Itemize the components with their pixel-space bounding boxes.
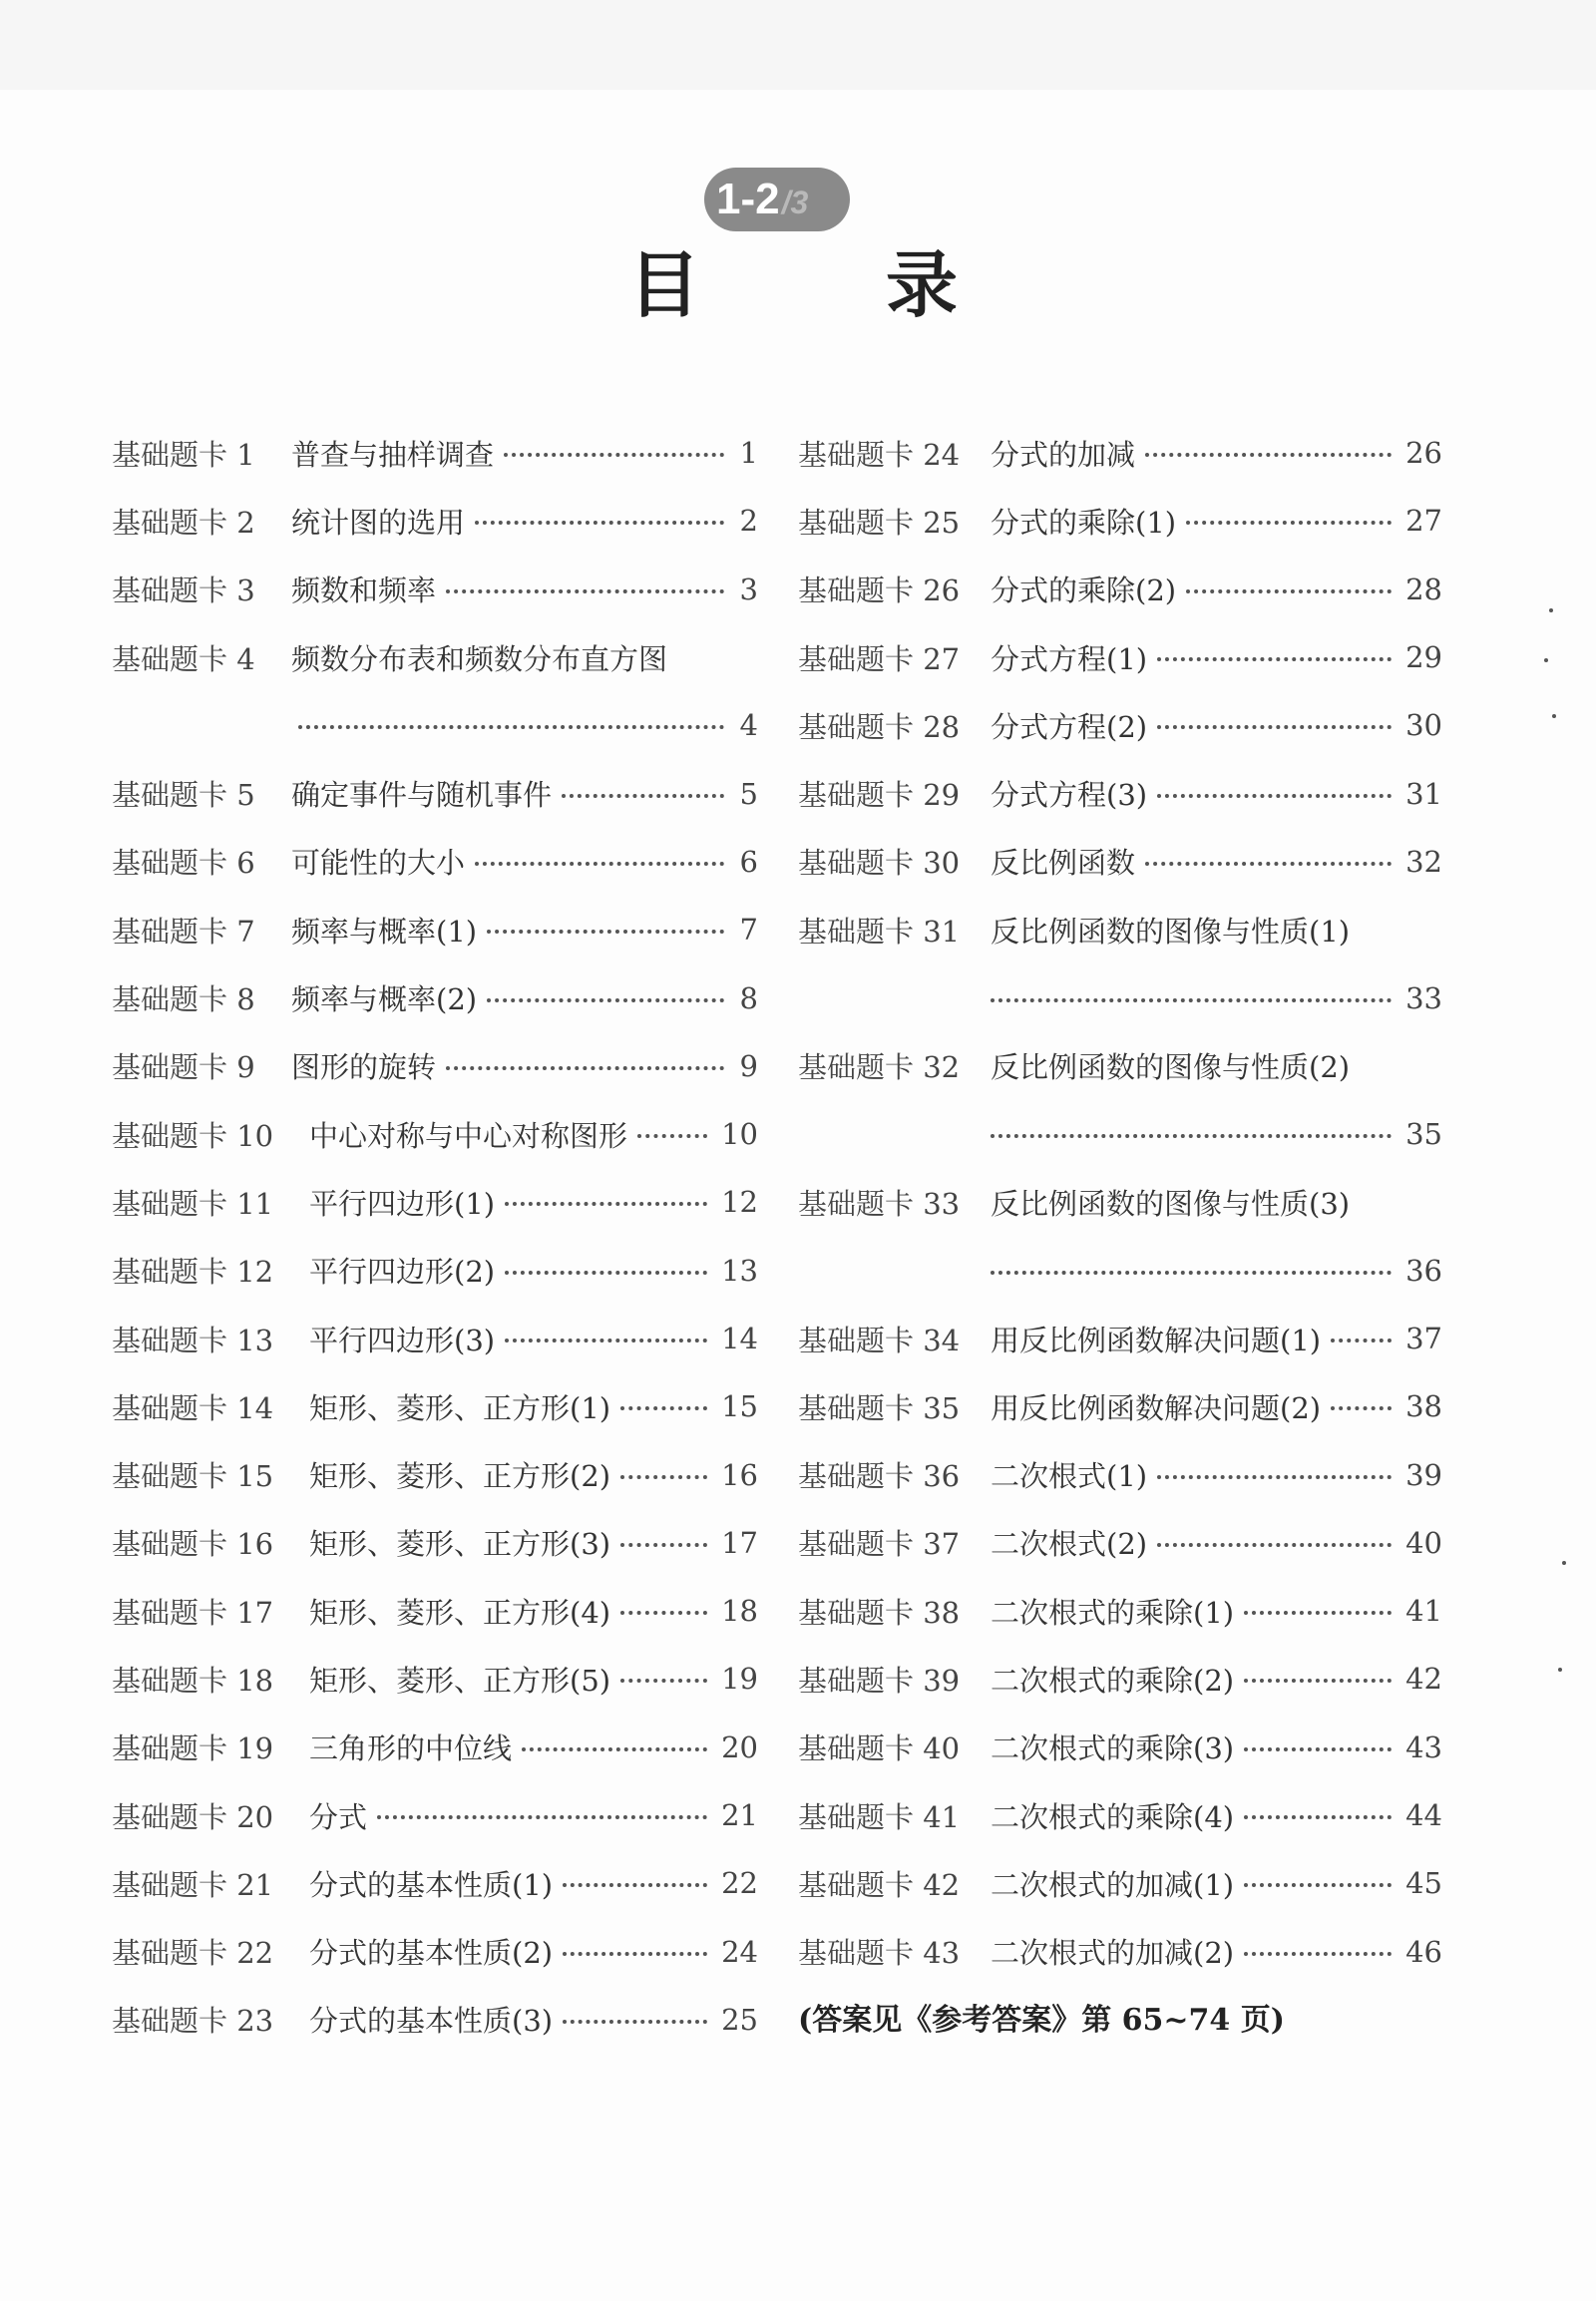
- toc-entry[interactable]: [112, 1577, 758, 1645]
- toc-entry[interactable]: [112, 487, 758, 555]
- entry-topic: 统计图的选用: [291, 505, 466, 540]
- toc-entry[interactable]: [112, 1509, 758, 1577]
- entry-page: 22: [721, 1866, 758, 1901]
- entry-topic: 频率与概率(2): [291, 982, 478, 1017]
- entry-page: 16: [721, 1457, 758, 1492]
- entry-topic: 频数和频率: [291, 574, 437, 608]
- dot-leader: [1157, 657, 1392, 661]
- entry-topic: 矩形、菱形、正方形(1): [309, 1390, 611, 1425]
- dot-leader: [504, 453, 724, 457]
- entry-topic: 二次根式的乘除(4): [991, 1799, 1235, 1834]
- toc-entry[interactable]: [112, 1168, 758, 1236]
- dot-leader: [446, 589, 724, 593]
- toc-entry[interactable]: [112, 1440, 758, 1508]
- dot-leader: [563, 2020, 707, 2024]
- entry-topic: 反比例函数的图像与性质(3): [991, 1186, 1351, 1221]
- toc-entry[interactable]: [112, 1645, 758, 1713]
- entry-topic: 分式方程(1): [991, 641, 1148, 676]
- dot-leader: [637, 1134, 707, 1138]
- entry-topic: 二次根式的乘除(2): [991, 1663, 1235, 1698]
- entry-label: 基础题卡 16: [112, 1527, 274, 1562]
- toc-entry[interactable]: [798, 1032, 1442, 1100]
- entry-topic: 矩形、菱形、正方形(3): [309, 1527, 611, 1562]
- dot-leader: [563, 1883, 707, 1887]
- grade-badge: [704, 168, 850, 231]
- toc-entry[interactable]: [798, 556, 1442, 623]
- entry-label: 基础题卡 18: [112, 1663, 274, 1698]
- toc-entry[interactable]: [112, 1372, 758, 1440]
- entry-topic: 二次根式的加减(2): [991, 1936, 1235, 1971]
- entry-label: 基础题卡 33: [798, 1186, 961, 1221]
- entry-page: 35: [1405, 1117, 1442, 1152]
- entry-topic: 二次根式(1): [991, 1459, 1148, 1494]
- entry-page: 14: [721, 1322, 758, 1355]
- dot-leader: [1244, 1747, 1392, 1751]
- entry-page: 44: [1405, 1798, 1442, 1833]
- dot-leader: [1157, 725, 1392, 729]
- toc-entry[interactable]: [112, 1918, 758, 1986]
- toc-entry[interactable]: [112, 963, 758, 1031]
- dot-leader: [1145, 862, 1392, 866]
- entry-page: 42: [1405, 1662, 1442, 1697]
- dot-leader: [505, 1339, 707, 1342]
- dot-leader: [487, 998, 724, 1002]
- entry-page: 10: [721, 1117, 758, 1152]
- entry-page: 3: [739, 572, 758, 606]
- toc-entry[interactable]: [798, 1509, 1442, 1577]
- dot-leader: [475, 862, 724, 866]
- toc-entry[interactable]: [798, 828, 1442, 896]
- toc-entry[interactable]: [798, 1849, 1442, 1917]
- entry-page: 12: [721, 1185, 758, 1220]
- entry-topic: 二次根式(2): [991, 1527, 1148, 1562]
- entry-label: 基础题卡 26: [798, 574, 961, 608]
- toc-entry[interactable]: [798, 487, 1442, 555]
- entry-page: 30: [1405, 708, 1442, 743]
- entry-page: 27: [1405, 504, 1442, 539]
- entry-topic: 矩形、菱形、正方形(4): [309, 1595, 611, 1630]
- entry-page: 24: [721, 1934, 758, 1969]
- entry-topic: 矩形、菱形、正方形(2): [309, 1459, 611, 1494]
- entry-label: 基础题卡 36: [798, 1459, 961, 1494]
- entry-topic: 用反比例函数解决问题(2): [991, 1390, 1322, 1425]
- toc-entry[interactable]: [112, 556, 758, 623]
- scan-speck: [1544, 658, 1548, 662]
- toc-entry[interactable]: [798, 1645, 1442, 1713]
- toc-entry[interactable]: [798, 691, 1442, 759]
- dot-leader: [1244, 1679, 1392, 1683]
- toc-entry[interactable]: [112, 1100, 758, 1168]
- entry-label: 基础题卡 8: [112, 982, 255, 1017]
- entry-topic: 分式的基本性质(3): [309, 2004, 554, 2039]
- entry-label: 基础题卡 6: [112, 846, 255, 881]
- dot-leader: [563, 1952, 707, 1956]
- entry-page: 1: [739, 436, 758, 471]
- dot-leader: [446, 1066, 724, 1070]
- entry-topic: 反比例函数的图像与性质(2): [991, 1050, 1351, 1085]
- entry-topic: 用反比例函数解决问题(1): [991, 1323, 1322, 1357]
- scan-speck: [1558, 1668, 1562, 1672]
- toc-entry[interactable]: [112, 896, 758, 963]
- entry-topic: 二次根式的乘除(1): [991, 1595, 1235, 1630]
- entry-page: 8: [739, 980, 758, 1015]
- entry-topic: 分式方程(2): [991, 709, 1148, 744]
- dot-leader: [620, 1543, 707, 1547]
- entry-label: 基础题卡 1: [112, 437, 255, 472]
- entry-page: 26: [1405, 436, 1442, 471]
- entry-label: 基础题卡 37: [798, 1527, 961, 1562]
- entry-label: 基础题卡 11: [112, 1186, 274, 1221]
- entry-page: 4: [739, 708, 758, 743]
- toc-entry[interactable]: [798, 1168, 1442, 1236]
- entry-page: 5: [739, 776, 758, 811]
- dot-leader: [991, 1271, 1392, 1275]
- entry-page: 46: [1405, 1934, 1442, 1969]
- entry-page: 17: [721, 1525, 758, 1560]
- toc-entry[interactable]: [798, 896, 1442, 963]
- dot-leader: [620, 1611, 707, 1615]
- toc-entry[interactable]: [798, 1305, 1442, 1372]
- dot-leader: [1244, 1883, 1392, 1887]
- entry-label: 基础题卡 10: [112, 1118, 274, 1153]
- entry-label: 基础题卡 27: [798, 641, 961, 676]
- entry-topic: 分式的基本性质(1): [309, 1867, 554, 1902]
- entry-page: 6: [739, 844, 758, 879]
- dot-leader: [991, 998, 1392, 1002]
- entry-page: 9: [739, 1048, 758, 1083]
- entry-label: 基础题卡 34: [798, 1323, 961, 1357]
- entry-page: 32: [1405, 844, 1442, 879]
- entry-label: 基础题卡 19: [112, 1731, 274, 1766]
- page-title: [628, 243, 958, 327]
- entry-label: 基础题卡 14: [112, 1390, 274, 1425]
- toc-entry[interactable]: [798, 419, 1442, 487]
- entry-label: 基础题卡 28: [798, 709, 961, 744]
- dot-leader: [620, 1679, 707, 1683]
- entry-label: 基础题卡 24: [798, 437, 961, 472]
- entry-topic: 分式方程(3): [991, 778, 1148, 813]
- entry-topic: 反比例函数的图像与性质(1): [991, 914, 1351, 949]
- toc-entry[interactable]: [798, 1714, 1442, 1781]
- dot-leader: [505, 1202, 707, 1206]
- entry-page: 45: [1405, 1866, 1442, 1901]
- toc-entry[interactable]: [112, 1986, 758, 2054]
- entry-label: 基础题卡 38: [798, 1595, 961, 1630]
- entry-label: 基础题卡 20: [112, 1799, 274, 1834]
- entry-page: 39: [1405, 1457, 1442, 1492]
- toc-entry-continuation[interactable]: [112, 691, 758, 759]
- title-char-2: 录: [885, 243, 958, 327]
- entry-topic: 平行四边形(1): [309, 1186, 496, 1221]
- dot-leader: [1244, 1611, 1392, 1615]
- dot-leader: [1157, 794, 1392, 798]
- entry-page: 25: [721, 2002, 758, 2037]
- entry-page: 15: [721, 1389, 758, 1424]
- entry-topic: 确定事件与随机事件: [291, 778, 553, 813]
- entry-topic: 三角形的中位线: [309, 1731, 513, 1766]
- dot-leader: [1186, 521, 1392, 525]
- entry-label: 基础题卡 13: [112, 1323, 274, 1357]
- entry-label: 基础题卡 7: [112, 914, 255, 949]
- toc-entry[interactable]: [798, 1372, 1442, 1440]
- toc-entry[interactable]: [798, 759, 1442, 827]
- entry-label: 基础题卡 43: [798, 1936, 961, 1971]
- dot-leader: [1331, 1339, 1392, 1342]
- dot-leader: [1186, 589, 1392, 593]
- dot-leader: [620, 1406, 707, 1410]
- entry-page: 2: [739, 504, 758, 539]
- entry-page: 41: [1405, 1594, 1442, 1629]
- toc-entry[interactable]: [112, 828, 758, 896]
- entry-label: 基础题卡 30: [798, 846, 961, 881]
- entry-label: 基础题卡 40: [798, 1731, 961, 1766]
- toc-entry[interactable]: [112, 1714, 758, 1781]
- entry-label: 基础题卡 9: [112, 1050, 255, 1085]
- toc-entry[interactable]: [798, 1577, 1442, 1645]
- toc-entry-continuation[interactable]: [798, 1100, 1442, 1168]
- entry-page: 31: [1405, 776, 1442, 811]
- entry-page: 37: [1405, 1322, 1442, 1355]
- entry-topic: 分式的基本性质(2): [309, 1936, 554, 1971]
- entry-page: 20: [721, 1729, 758, 1764]
- entry-topic: 分式的乘除(1): [991, 505, 1177, 540]
- entry-topic: 频数分布表和频数分布直方图: [291, 641, 668, 676]
- entry-label: 基础题卡 4: [112, 641, 255, 676]
- entry-label: 基础题卡 21: [112, 1867, 274, 1902]
- dot-leader: [298, 725, 724, 729]
- entry-page: 28: [1405, 572, 1442, 606]
- toc-left-column: [112, 419, 758, 2054]
- entry-label: 基础题卡 12: [112, 1255, 274, 1290]
- entry-label: 基础题卡 41: [798, 1799, 961, 1834]
- entry-topic: 分式: [309, 1799, 368, 1834]
- entry-page: 36: [1405, 1253, 1442, 1288]
- dot-leader: [1244, 1815, 1392, 1819]
- entry-label: 基础题卡 42: [798, 1867, 961, 1902]
- entry-page: 29: [1405, 640, 1442, 675]
- entry-topic: 分式的乘除(2): [991, 574, 1177, 608]
- entry-page: 19: [721, 1662, 758, 1697]
- toc-entry-continuation[interactable]: [798, 963, 1442, 1031]
- toc-entry[interactable]: [112, 1032, 758, 1100]
- badge-sub-text: /3: [781, 185, 809, 220]
- toc-entry[interactable]: [112, 1305, 758, 1372]
- entry-label: 基础题卡 22: [112, 1936, 274, 1971]
- entry-label: 基础题卡 15: [112, 1459, 274, 1494]
- toc-entry[interactable]: [112, 623, 758, 691]
- toc-entry[interactable]: [798, 1781, 1442, 1849]
- toc-entry[interactable]: [798, 1440, 1442, 1508]
- entry-page: 13: [721, 1253, 758, 1288]
- entry-topic: 普查与抽样调查: [291, 437, 495, 472]
- toc-entry[interactable]: [112, 419, 758, 487]
- entry-label: 基础题卡 5: [112, 778, 255, 813]
- entry-topic: 平行四边形(2): [309, 1255, 496, 1290]
- scan-speck: [1562, 1561, 1566, 1565]
- toc-entry[interactable]: [112, 1849, 758, 1917]
- entry-topic: 可能性的大小: [291, 846, 466, 881]
- badge-main-text: 1-2: [716, 175, 780, 223]
- entry-label: 基础题卡 17: [112, 1595, 274, 1630]
- entry-page: 21: [721, 1798, 758, 1833]
- toc-entry[interactable]: [798, 623, 1442, 691]
- toc-entry[interactable]: [112, 1237, 758, 1305]
- entry-topic: 平行四边形(3): [309, 1323, 496, 1357]
- toc-entry[interactable]: [112, 1781, 758, 1849]
- entry-label: 基础题卡 39: [798, 1663, 961, 1698]
- entry-page: 43: [1405, 1729, 1442, 1764]
- dot-leader: [505, 1271, 707, 1275]
- entry-page: 38: [1405, 1389, 1442, 1424]
- entry-label: 基础题卡 35: [798, 1390, 961, 1425]
- title-char-1: 目: [628, 243, 701, 327]
- entry-label: 基础题卡 31: [798, 914, 961, 949]
- dot-leader: [475, 521, 724, 525]
- entry-page: 7: [739, 913, 758, 948]
- entry-page: 40: [1405, 1525, 1442, 1560]
- entry-topic: 频率与概率(1): [291, 914, 478, 949]
- entry-page: 33: [1405, 980, 1442, 1015]
- dot-leader: [1157, 1475, 1392, 1479]
- dot-leader: [991, 1134, 1392, 1138]
- entry-label: 基础题卡 3: [112, 574, 255, 608]
- answer-reference-note: (答案见《参考答案》第 65~74 页): [798, 2003, 1285, 2038]
- dot-leader: [377, 1815, 707, 1819]
- entry-label: 基础题卡 25: [798, 505, 961, 540]
- dot-leader: [562, 794, 724, 798]
- dot-leader: [1157, 1543, 1392, 1547]
- scan-speck: [1552, 714, 1556, 718]
- entry-topic: 反比例函数: [991, 846, 1136, 881]
- toc-entry[interactable]: [798, 1918, 1442, 1986]
- toc-entry-continuation[interactable]: [798, 1237, 1442, 1305]
- dot-leader: [1244, 1952, 1392, 1956]
- entry-topic: 二次根式的乘除(3): [991, 1731, 1235, 1766]
- dot-leader: [522, 1747, 707, 1751]
- toc-entry[interactable]: [112, 759, 758, 827]
- dot-leader: [1331, 1406, 1392, 1410]
- entry-topic: 二次根式的加减(1): [991, 1867, 1235, 1902]
- entry-page: 18: [721, 1594, 758, 1629]
- entry-label: 基础题卡 32: [798, 1050, 961, 1085]
- dot-leader: [1145, 453, 1392, 457]
- entry-topic: 图形的旋转: [291, 1050, 437, 1085]
- entry-label: 基础题卡 29: [798, 778, 961, 813]
- entry-topic: 中心对称与中心对称图形: [309, 1118, 628, 1153]
- dot-leader: [487, 930, 724, 934]
- entry-label: 基础题卡 23: [112, 2004, 274, 2039]
- entry-topic: 矩形、菱形、正方形(5): [309, 1663, 611, 1698]
- toc-right-column: [798, 419, 1442, 1986]
- entry-label: 基础题卡 2: [112, 505, 255, 540]
- entry-topic: 分式的加减: [991, 437, 1136, 472]
- scan-speck: [1549, 608, 1553, 612]
- dot-leader: [620, 1475, 707, 1479]
